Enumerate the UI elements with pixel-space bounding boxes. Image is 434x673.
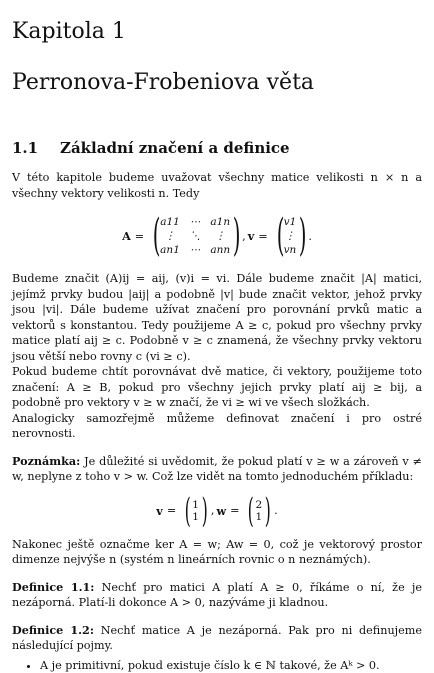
vector-cell: 1 (192, 510, 199, 523)
note-paragraph (12, 454, 422, 485)
comparison-paragraph: Pokud budeme chtít porovnávat dvě matice, či vektory, použijeme toto značení: A ≥ B, pokud pro všechny jejich prvky platí aij ≥ bij, a podobně pro vektory v ≥ w značí, že vi ≥ wi ve všech složkách. (12, 365, 422, 410)
equals-sign: = (166, 504, 177, 518)
section-title: Základní značení a definice (60, 139, 290, 158)
matrix-a (150, 207, 240, 265)
kernel-paragraph: Nakonec ještě označme ker A = w; Aw = 0, což je vektorový prostor dimenze nejvýše n (systém n lineárních rovnic o n neznámých). (12, 537, 422, 567)
matrix-cell: ann (210, 244, 231, 257)
definition-text: Nechť matice A je nezáporná. Pak pro ni definujeme následující pojmy. (12, 623, 422, 653)
vector-cell: ⋮ (284, 230, 296, 243)
right-paren: ) (201, 490, 208, 531)
matrix-a-entries (160, 207, 230, 265)
definition-label: Definice 1.1: (12, 579, 95, 594)
strict-inequality-paragraph: Analogicky samozřejmě můžeme definovat značení i pro ostré nerovnosti. (12, 411, 422, 441)
chapter-label: Kapitola 1 (12, 19, 126, 44)
vector-v-symbol: v (156, 503, 163, 518)
matrix-cell: ⋯ (189, 216, 201, 229)
right-paren: ) (232, 210, 241, 262)
example-vector-w (245, 491, 272, 531)
vector-v-symbol: v (247, 229, 255, 244)
matrix-cell: a11 (160, 216, 180, 229)
definition-1-2 (12, 623, 422, 654)
definition-1-1 (12, 580, 422, 611)
matrix-equation (12, 207, 422, 265)
example-w-entries (255, 491, 262, 531)
left-paren: ( (184, 490, 191, 531)
notation-paragraph: Budeme značit (A)ij = aij, (v)i = vi. Dále budeme značit |A| matici, jejímž prvky budou |aij| a podobně |v| bude značit vektor, jehož prvky jsou |vi|. Dále budeme užívat značení pro porovnání prvků matic a vektorů s konstantou. Tedy použijeme A ≥ c, pokud pro všechny prvky matice platí aij ≥ c. Podobně v ≥ c znamená, že všechny prvky vektoru jsou větší nebo rovny c (vi ≥ c). (12, 272, 422, 363)
period: . (308, 229, 312, 243)
left-paren: ( (276, 210, 285, 262)
section-number: 1.1 (12, 139, 39, 158)
equals-sign: = (230, 504, 240, 518)
intro-paragraph: V této kapitole budeme uvažovat všechny matice velikosti n × n a všechny vektory velikosti n. Tedy (12, 171, 422, 200)
vector-cell: 1 (255, 510, 263, 523)
equals-sign: = (258, 229, 268, 243)
definition-text: Nechť pro matici A platí A ≥ 0, říkáme o ní, že je nezáporná. Platí-li dokonce A > 0, nazýváme ji kladnou. (12, 580, 422, 610)
vector-v-entries (284, 207, 297, 265)
matrix-cell: ⋱ (189, 230, 201, 243)
comma: , (242, 229, 246, 243)
example-equation (12, 491, 422, 531)
example-vector-v (182, 491, 209, 531)
comma: , (210, 504, 215, 518)
example-v-entries (192, 491, 199, 531)
left-paren: ( (152, 210, 161, 262)
matrix-cell: ⋮ (215, 230, 226, 243)
section-heading (12, 139, 422, 157)
right-paren: ) (299, 210, 307, 262)
vector-cell: 1 (192, 498, 199, 511)
period: . (274, 504, 278, 518)
left-paren: ( (248, 490, 255, 531)
definition-label: Definice 1.2: (12, 622, 94, 637)
note-label: Poznámka: (12, 453, 81, 468)
matrix-cell: ⋯ (189, 244, 201, 257)
matrix-cell: ⋮ (164, 230, 176, 243)
vector-v (274, 207, 307, 265)
right-paren: ) (264, 490, 271, 531)
definition-list (12, 658, 422, 673)
matrix-cell: an1 (160, 244, 180, 257)
chapter-title: Perronova-Frobeniova věta (12, 70, 315, 96)
vector-w-symbol: w (216, 503, 227, 518)
vector-cell: vn (283, 244, 297, 257)
vector-cell: 2 (255, 498, 263, 511)
matrix-cell: a1n (210, 216, 231, 229)
matrix-a-symbol: A (122, 229, 131, 244)
list-item: • A je primitivní, pokud existuje číslo k ∈ ℕ takové, že Aᵏ > 0. (40, 658, 422, 673)
note-text: Je důležité si uvědomit, že pokud platí v ≥ w a zároveň v ≠ w, neplyne z toho v > w. Což lze vidět na tomto jednoduchém příkladu: (12, 454, 422, 484)
vector-cell: v1 (283, 216, 297, 229)
equals-sign: = (134, 229, 145, 243)
